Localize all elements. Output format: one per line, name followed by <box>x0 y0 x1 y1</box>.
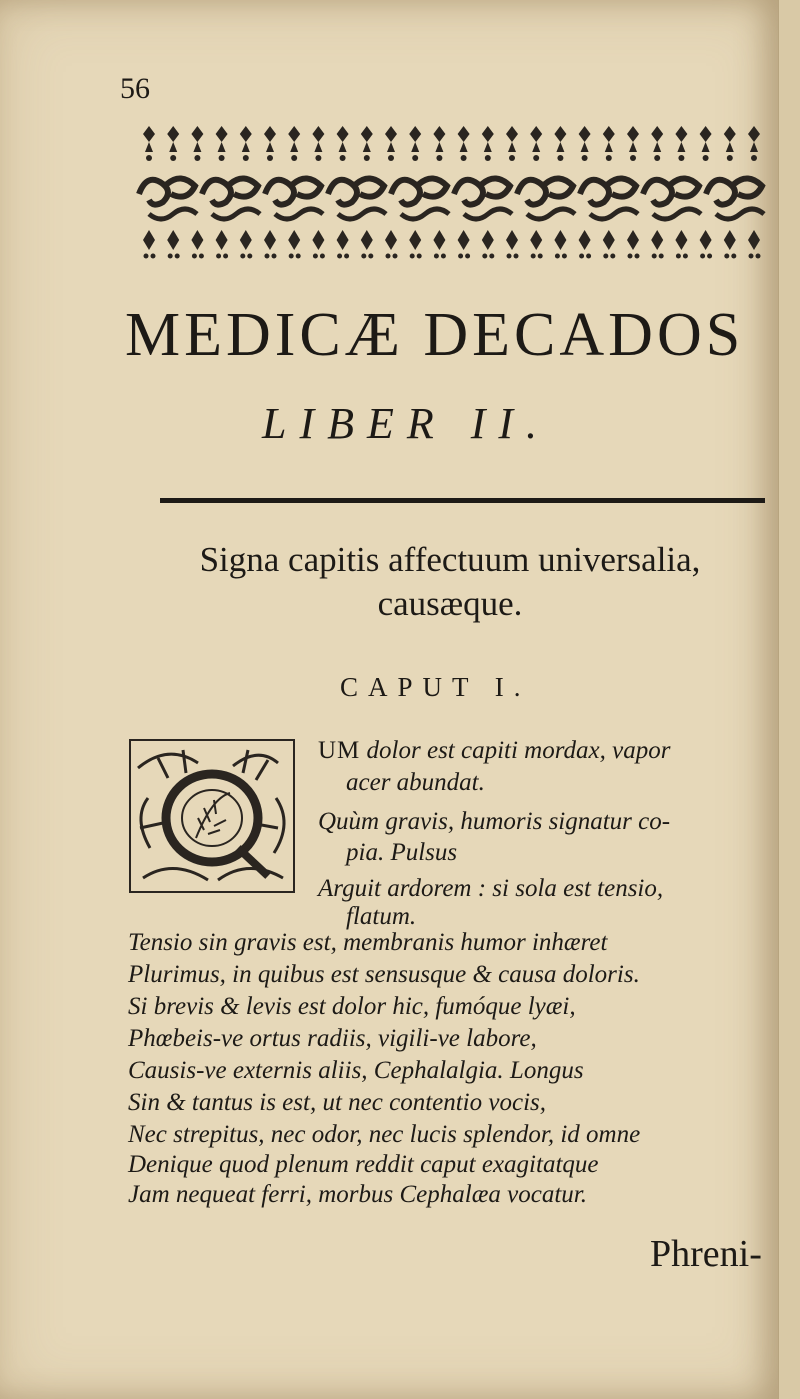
fleuron-mark <box>170 155 176 161</box>
verse-line-4: pia. Pulsus <box>346 839 458 866</box>
fleuron-mark <box>627 230 639 250</box>
fleuron-mark <box>756 254 761 259</box>
fleuron-mark <box>579 126 591 152</box>
fleuron-mark <box>458 230 470 250</box>
fleuron-mark <box>144 254 149 259</box>
fleuron-mark <box>464 209 512 219</box>
fleuron-mark <box>465 254 470 259</box>
fleuron-mark <box>554 126 566 152</box>
verse-line-11: Causis-ve externis aliis, Cephalalgia. Longus <box>128 1057 584 1084</box>
fleuron-mark <box>240 230 252 250</box>
fleuron-mark <box>706 178 762 204</box>
verse-line-1 <box>318 736 670 766</box>
fleuron-mark <box>675 230 687 250</box>
fleuron-mark <box>385 126 397 152</box>
verse-line-6: flatum. <box>346 903 417 930</box>
fleuron-mark <box>651 230 663 250</box>
fleuron-mark <box>315 155 321 161</box>
fleuron-mark <box>441 254 446 259</box>
fleuron-mark <box>385 230 397 250</box>
catchword: Phreni- <box>650 1233 762 1275</box>
verse-line-10: Phœbeis-ve ortus radiis, vigili-ve labore, <box>128 1025 537 1052</box>
fleuron-mark <box>724 126 736 152</box>
verse-line-1-text: dolor est capiti mordax, vapor <box>360 737 671 764</box>
fleuron-mark <box>409 230 421 250</box>
fleuron-mark <box>361 230 373 250</box>
fleuron-mark <box>337 126 349 152</box>
fleuron-mark <box>610 254 615 259</box>
fleuron-mark <box>586 254 591 259</box>
fleuron-mark <box>562 254 567 259</box>
fleuron-mark <box>703 155 709 161</box>
fleuron-mark <box>554 230 566 250</box>
verse-line-12: Sin & tantus is est, ut nec contentio vocis, <box>128 1089 546 1116</box>
fleuron-mark <box>344 254 349 259</box>
fleuron-mark <box>579 254 584 259</box>
fleuron-mark <box>724 254 729 259</box>
page-number: 56 <box>120 72 150 105</box>
fleuron-mark <box>579 230 591 250</box>
fleuron-mark <box>212 209 260 219</box>
fleuron-mark <box>683 254 688 259</box>
fleuron-mark <box>700 254 705 259</box>
fleuron-mark <box>361 126 373 152</box>
fleuron-mark <box>531 254 536 259</box>
fleuron-mark <box>312 230 324 250</box>
heading-line-2: causæque. <box>377 584 523 623</box>
fleuron-mark <box>368 254 373 259</box>
fleuron-mark <box>192 254 197 259</box>
fleuron-mark <box>433 230 445 250</box>
fleuron-mark <box>191 230 203 250</box>
fleuron-mark <box>454 178 510 204</box>
fleuron-mark <box>265 254 270 259</box>
fleuron-mark <box>191 126 203 152</box>
fleuron-mark <box>627 126 639 152</box>
fleuron-mark <box>264 230 276 250</box>
fleuron-mark <box>433 126 445 152</box>
fleuron-mark <box>272 254 277 259</box>
fleuron-mark <box>291 155 297 161</box>
fleuron-mark <box>482 254 487 259</box>
fleuron-mark <box>489 254 494 259</box>
fleuron-mark <box>240 126 252 152</box>
fleuron-mark <box>167 126 179 152</box>
fleuron-mark <box>678 155 684 161</box>
book-title: MEDICÆ DECADOS <box>125 301 745 369</box>
book-number: LIBER II. <box>262 399 551 448</box>
fleuron-mark <box>659 254 664 259</box>
fleuron-mark <box>149 209 197 219</box>
fleuron-mark <box>202 178 258 204</box>
fleuron-mark <box>514 254 519 259</box>
fleuron-mark <box>603 126 615 152</box>
fleuron-mark <box>219 155 225 161</box>
fleuron-mark <box>527 209 575 219</box>
fleuron-mark <box>264 126 276 152</box>
fleuron-mark <box>265 178 321 204</box>
fleuron-mark <box>216 126 228 152</box>
fleuron-mark <box>199 254 204 259</box>
fleuron-mark <box>216 230 228 250</box>
fleuron-mark <box>654 155 660 161</box>
fleuron-mark <box>635 254 640 259</box>
fleuron-mark <box>630 155 636 161</box>
fleuron-mark <box>716 209 764 219</box>
fleuron-mark <box>506 126 518 152</box>
fleuron-mark <box>240 254 245 259</box>
fleuron-mark <box>724 230 736 250</box>
fleuron-mark <box>337 230 349 250</box>
fleuron-mark <box>482 230 494 250</box>
fleuron-mark <box>530 230 542 250</box>
page-edge <box>778 0 800 1399</box>
fleuron-mark <box>749 254 754 259</box>
fleuron-mark <box>700 126 712 152</box>
fleuron-mark <box>748 230 760 250</box>
fleuron-mark <box>748 126 760 152</box>
fleuron-mark <box>603 230 615 250</box>
fleuron-mark <box>533 155 539 161</box>
fleuron-mark <box>175 254 180 259</box>
fleuron-mark <box>557 155 563 161</box>
fleuron-mark <box>727 155 733 161</box>
fleuron-mark <box>275 209 323 219</box>
fleuron-mark <box>458 126 470 152</box>
fleuron-mark <box>507 254 512 259</box>
verse-line-13: Nec strepitus, nec odor, nec lucis splendor, id omne <box>128 1121 641 1148</box>
fleuron-mark <box>338 209 386 219</box>
fleuron-mark <box>328 178 384 204</box>
fleuron-mark <box>458 254 463 259</box>
fleuron-mark <box>146 155 152 161</box>
fleuron-mark <box>530 126 542 152</box>
fleuron-mark <box>243 155 249 161</box>
verse-line-15: Jam nequeat ferri, morbus Cephalæa vocatur. <box>128 1181 587 1208</box>
decorated-initial-icon <box>128 738 296 894</box>
fleuron-mark <box>267 155 273 161</box>
fleuron-mark <box>151 254 156 259</box>
fleuron-mark <box>223 254 228 259</box>
fleuron-mark <box>582 155 588 161</box>
fleuron-mark <box>436 155 442 161</box>
verse-line-5: Arguit ardorem : si sola est tensio, <box>318 875 664 902</box>
fleuron-mark <box>412 155 418 161</box>
heading-line-1: Signa capitis affectuum universalia, <box>199 540 701 579</box>
fleuron-mark <box>731 254 736 259</box>
verse-line-9: Si brevis & levis est dolor hic, fumóque lyæi, <box>128 993 576 1020</box>
section-heading <box>120 538 780 626</box>
fleuron-mark <box>168 254 173 259</box>
fleuron-mark <box>289 254 294 259</box>
fleuron-mark <box>139 178 195 204</box>
fleuron-mark <box>247 254 252 259</box>
fleuron-mark <box>653 209 701 219</box>
fleuron-mark <box>337 254 342 259</box>
verse-line-3: Quùm gravis, humoris signatur co- <box>318 808 671 835</box>
fleuron-mark <box>312 126 324 152</box>
verse-line-1-caps: UM <box>318 737 361 764</box>
fleuron-mark <box>485 155 491 161</box>
verse-line-14: Denique quod plenum reddit caput exagitatque <box>128 1151 599 1178</box>
fleuron-mark <box>410 254 415 259</box>
fleuron-mark <box>506 230 518 250</box>
fleuron-mark <box>391 178 447 204</box>
fleuron-mark <box>288 230 300 250</box>
verse-line-8: Plurimus, in quibus est sensusque & causa doloris. <box>128 961 640 988</box>
fleuron-mark <box>143 126 155 152</box>
fleuron-mark <box>700 230 712 250</box>
verse-line-2: acer abundat. <box>346 769 485 796</box>
fleuron-mark <box>388 155 394 161</box>
fleuron-mark <box>603 254 608 259</box>
fleuron-mark <box>143 230 155 250</box>
fleuron-mark <box>320 254 325 259</box>
fleuron-mark <box>676 254 681 259</box>
fleuron-mark <box>461 155 467 161</box>
headpiece-ornament <box>135 122 770 267</box>
fleuron-mark <box>590 209 638 219</box>
fleuron-mark <box>361 254 366 259</box>
fleuron-mark <box>538 254 543 259</box>
fleuron-mark <box>340 155 346 161</box>
fleuron-mark <box>393 254 398 259</box>
fleuron-mark <box>409 126 421 152</box>
fleuron-mark <box>167 230 179 250</box>
fleuron-mark <box>707 254 712 259</box>
fleuron-mark <box>751 155 757 161</box>
fleuron-mark <box>580 178 636 204</box>
fleuron-mark <box>434 254 439 259</box>
fleuron-mark <box>364 155 370 161</box>
divider-rule <box>160 498 765 503</box>
fleuron-mark <box>417 254 422 259</box>
fleuron-mark <box>652 254 657 259</box>
fleuron-mark <box>386 254 391 259</box>
fleuron-mark <box>482 126 494 152</box>
fleuron-mark <box>296 254 301 259</box>
fleuron-mark <box>628 254 633 259</box>
fleuron-mark <box>517 178 573 204</box>
fleuron-mark <box>194 155 200 161</box>
fleuron-mark <box>401 209 449 219</box>
fleuron-mark <box>313 254 318 259</box>
fleuron-mark <box>509 155 515 161</box>
fleuron-mark <box>643 178 699 204</box>
verse-line-7: Tensio sin gravis est, membranis humor inhæret <box>128 929 608 956</box>
fleuron-mark <box>675 126 687 152</box>
fleuron-mark <box>651 126 663 152</box>
fleuron-mark <box>288 126 300 152</box>
fleuron-mark <box>216 254 221 259</box>
chapter-heading: CAPUT I. <box>340 672 531 702</box>
fleuron-mark <box>606 155 612 161</box>
fleuron-mark <box>555 254 560 259</box>
